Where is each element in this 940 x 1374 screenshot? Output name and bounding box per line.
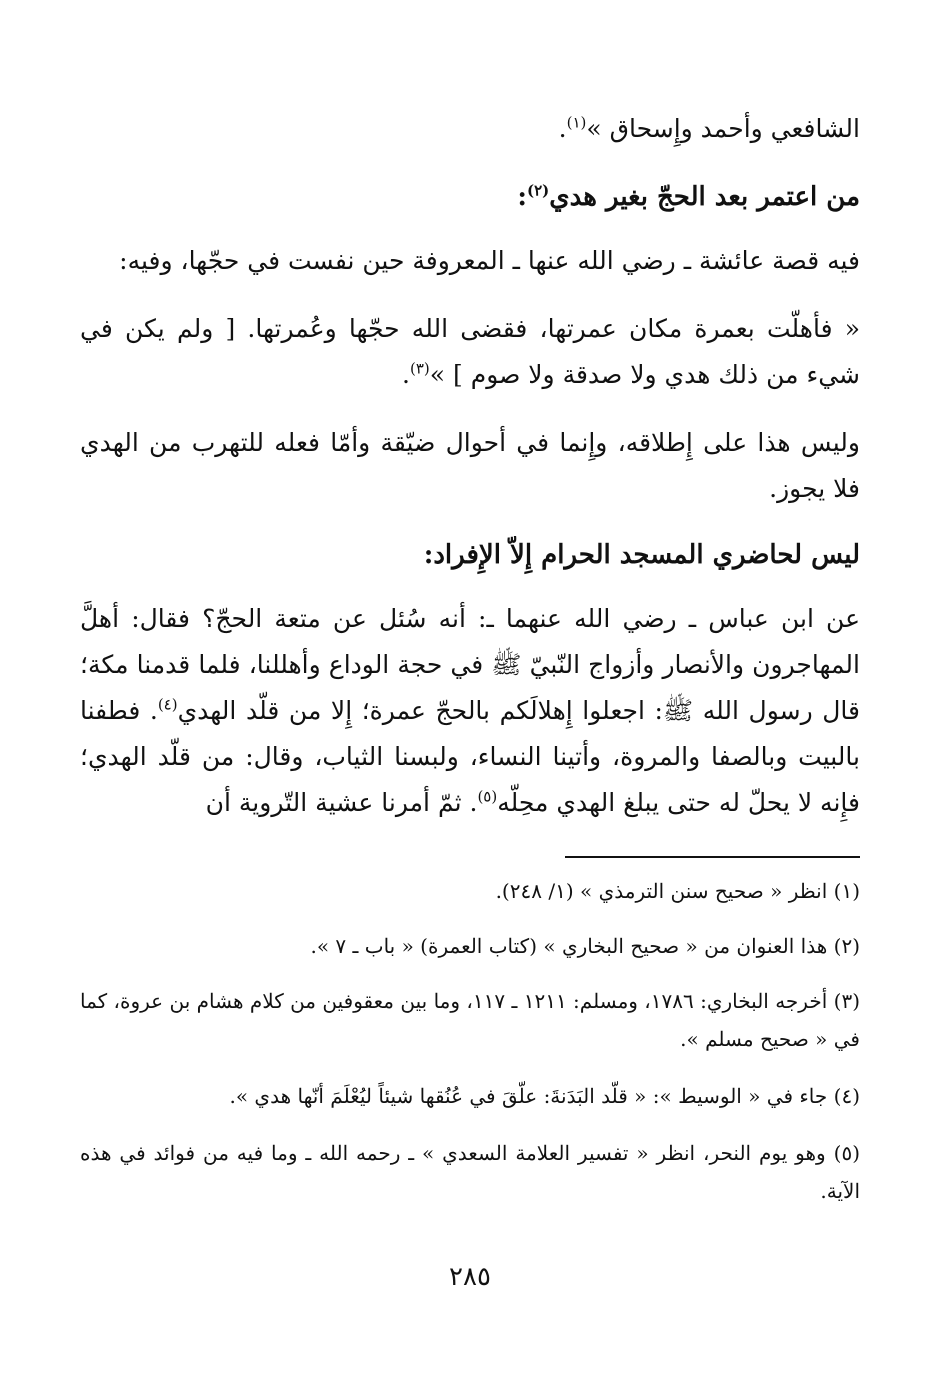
footnote-3 xyxy=(80,982,860,1058)
section-heading-ifrad xyxy=(80,532,860,578)
footnote-separator xyxy=(565,856,860,858)
paragraph-ruling xyxy=(80,420,860,512)
footnote-number: (٥) xyxy=(833,1141,860,1165)
paragraph-text-part-2: . فطفنا بالبيت وبالصفا والمروة، وأتينا النساء، ولبسنا الثياب، وقال: من قلّد الهدي؛ فإِنه لا يحلّ له حتى يبلغ الهدي محِلّه xyxy=(80,696,860,817)
footnote-number: (٤) xyxy=(833,1084,860,1108)
heading-text: من اعتمر بعد الحجّ بغير هدي xyxy=(549,182,860,212)
footnote-text: أخرجه البخاري: ١٧٨٦، ومسلم: ١٢١١ ـ ١١٧، وما بين معقوفين من كلام هشام بن عروة، كما في « صحيح مسلم ». xyxy=(80,989,860,1051)
footnote-ref-2: (٢) xyxy=(526,181,550,200)
footnote-ref-4: (٤) xyxy=(157,695,178,714)
paragraph-text: فيه قصة عائشة ـ رضي الله عنها ـ المعروفة حين نفست في حجّها، وفيه: xyxy=(119,246,860,275)
paragraph-continuation xyxy=(80,106,860,152)
paragraph-text: « فأهلّت بعمرة مكان عمرتها، فقضى الله حجّها وعُمرتها. [ ولم يكن في شيء من ذلك هدي ولا صدقة ولا صوم ] » xyxy=(80,314,860,389)
paragraph-hadith-quote xyxy=(80,306,860,398)
paragraph-text-part-1: عن ابن عباس ـ رضي الله عنهما ـ: أنه سُئل عن متعة الحجّ؟ فقال: أهلَّ المهاجرون والأنصار وأزواج النّبيّ ﷺ في حجة الوداع وأهللنا، فلما قدمنا مكة؛ قال رسول الله ﷺ: اجعلوا إِهلالَكم بالحجّ عمرة؛ إِلا من قلّد الهدي xyxy=(80,604,860,725)
footnote-5 xyxy=(80,1134,860,1210)
footnote-number: (١) xyxy=(833,879,860,903)
paragraph-text: وليس هذا على إِطلاقه، وإِنما في أحوال ضيّقة وأمّا فعله للتهرب من الهدي فلا يجوز. xyxy=(80,428,860,503)
footnote-ref-5: (٥) xyxy=(477,787,498,806)
footnote-text: جاء في « الوسيط »: « قلّد البَدَنةَ: علّقَ في عُنُقها شيئاً ليُعْلَمَ أنّها هدي ». xyxy=(229,1084,828,1108)
heading-end: : xyxy=(517,182,527,212)
footnote-text: وهو يوم النحر، انظر « تفسير العلامة السعدي » ـ رحمه الله ـ وما فيه من فوائد في هذه الآية. xyxy=(80,1141,860,1203)
page-number: ٢٨٥ xyxy=(449,1262,491,1292)
footnote-1 xyxy=(80,872,860,910)
footnote-4 xyxy=(80,1077,860,1115)
footnote-number: (٣) xyxy=(833,989,861,1013)
paragraph-text-part-3: . ثمّ أمرنا عشية التّروية أن xyxy=(205,788,478,817)
paragraph-ibn-abbas xyxy=(80,596,860,826)
footnote-text: انظر « صحيح سنن الترمذي » (١/ ٢٤٨). xyxy=(495,879,828,903)
footnote-number: (٢) xyxy=(833,934,860,958)
paragraph-aisha-story xyxy=(80,238,860,284)
footnote-ref-3: (٣) xyxy=(410,359,430,378)
paragraph-end: . xyxy=(558,114,567,143)
footnote-ref-1: (١) xyxy=(566,113,587,132)
footnote-2 xyxy=(80,927,860,965)
footnote-text: هذا العنوان من « صحيح البخاري » (كتاب العمرة) « باب ـ ٧ ». xyxy=(310,934,828,958)
heading-text: ليس لحاضري المسجد الحرام إِلاّ الإِفراد: xyxy=(423,540,860,570)
section-heading-umrah-without-hady xyxy=(80,174,860,220)
paragraph-text: الشافعي وأحمد وإِسحاق » xyxy=(586,114,860,143)
paragraph-end: . xyxy=(402,360,410,389)
